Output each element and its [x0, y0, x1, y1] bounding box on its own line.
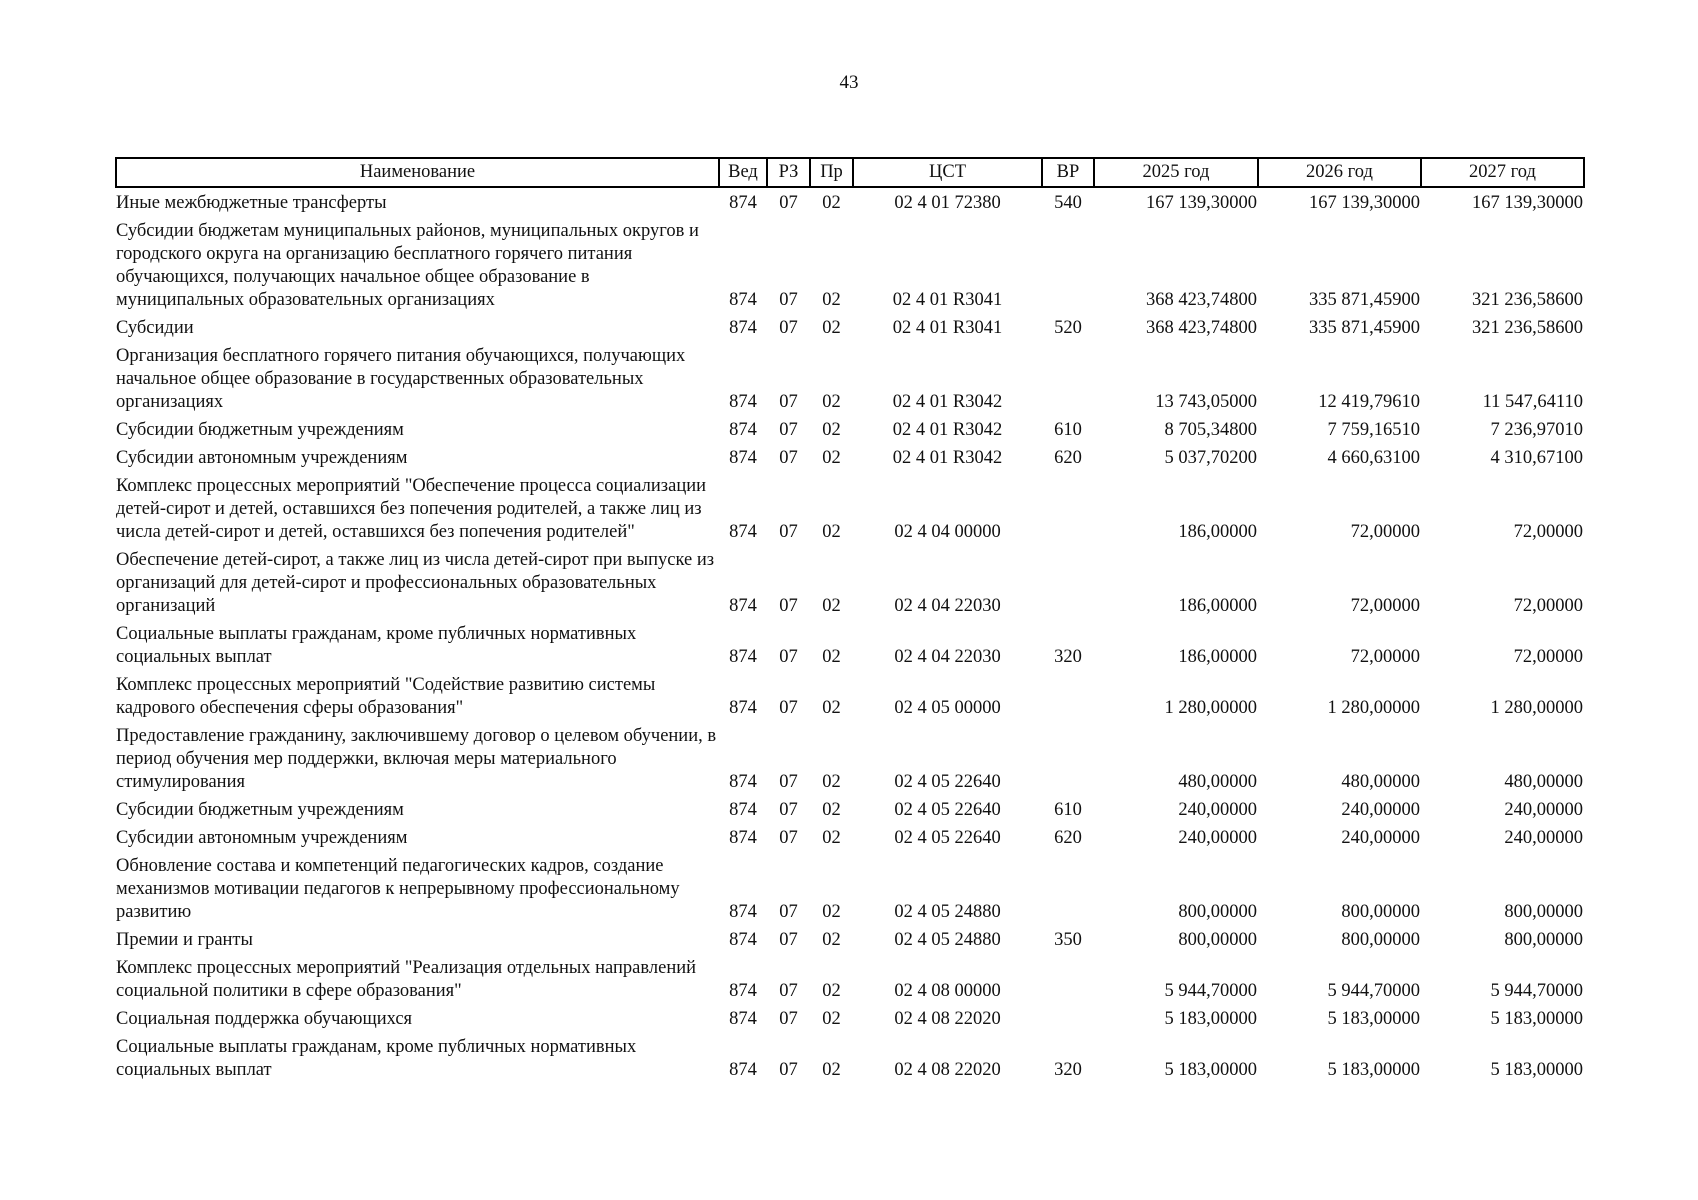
- cell-pr: 02: [822, 902, 841, 922]
- cell-ved: 874: [729, 193, 757, 213]
- cell-2026: 7 759,16510: [1327, 420, 1420, 440]
- cell-name: Комплекс процессных мероприятий "Реализация отдельных направлений социальной политики в сфере образования": [116, 958, 697, 1001]
- cell-2026: 72,00000: [1350, 596, 1420, 616]
- cell-rz: 07: [779, 193, 798, 213]
- cell-ved: 874: [729, 392, 757, 412]
- table-row: [116, 345, 1584, 419]
- cell-rz: 07: [779, 698, 798, 718]
- cell-pr: 02: [822, 596, 841, 616]
- cell-cst: 02 4 01 R3042: [892, 392, 1003, 412]
- cell-ved: 874: [729, 647, 757, 667]
- cell-name: Обновление состава и компетенций педагогических кадров, создание механизмов мотивации педагогов к непрерывному профессиональному развитию: [116, 856, 680, 922]
- cell-2027: 800,00000: [1504, 902, 1583, 922]
- cell-vr: 610: [1054, 800, 1082, 820]
- cell-rz: 07: [779, 828, 798, 848]
- cell-vr: [1042, 549, 1094, 623]
- table-row: [116, 187, 1584, 220]
- cell-2026: 240,00000: [1341, 828, 1420, 848]
- cell-2026: 335 871,45900: [1309, 290, 1420, 310]
- cell-2027: 1 280,00000: [1490, 698, 1583, 718]
- cell-2027: 4 310,67100: [1490, 448, 1583, 468]
- cell-cst: 02 4 08 22020: [894, 1060, 1001, 1080]
- cell-2025: 5 183,00000: [1164, 1009, 1257, 1029]
- cell-rz: 07: [779, 420, 798, 440]
- cell-2025: 5 037,70200: [1164, 448, 1257, 468]
- cell-pr: 02: [822, 1009, 841, 1029]
- cell-ved: 874: [729, 522, 757, 542]
- header-cst: ЦСТ: [853, 158, 1042, 187]
- cell-2027: 5 183,00000: [1490, 1060, 1583, 1080]
- table-row: [116, 855, 1584, 929]
- cell-2026: 480,00000: [1341, 772, 1420, 792]
- cell-2025: 5 183,00000: [1164, 1060, 1257, 1080]
- cell-cst: 02 4 05 24880: [894, 930, 1001, 950]
- cell-ved: 874: [729, 1009, 757, 1029]
- table-row: [116, 623, 1584, 674]
- cell-name: Субсидии автономным учреждениям: [116, 828, 408, 848]
- cell-pr: 02: [822, 193, 841, 213]
- cell-name: Комплекс процессных мероприятий "Содействие развитию системы кадрового обеспечения сферы образования": [116, 675, 656, 718]
- cell-2025: 167 139,30000: [1146, 193, 1257, 213]
- cell-name: Субсидии бюджетным учреждениям: [116, 800, 404, 820]
- cell-name: Комплекс процессных мероприятий "Обеспечение процесса социализации детей-сирот и детей, оставшихся без попечения родителей, а также лиц из числа детей-сирот и детей, оставшихся без попечения родителей": [116, 476, 707, 542]
- cell-pr: 02: [822, 930, 841, 950]
- table-row: [116, 220, 1584, 317]
- cell-2026: 800,00000: [1341, 930, 1420, 950]
- cell-2025: 5 944,70000: [1164, 981, 1257, 1001]
- cell-2025: 13 743,05000: [1155, 392, 1257, 412]
- cell-2027: 321 236,58600: [1472, 290, 1583, 310]
- table-header-row: [116, 158, 1584, 187]
- cell-2026: 5 944,70000: [1327, 981, 1420, 1001]
- header-2026: 2026 год: [1258, 158, 1421, 187]
- cell-name: Социальные выплаты гражданам, кроме публичных нормативных социальных выплат: [116, 1037, 637, 1080]
- cell-2026: 12 419,79610: [1318, 392, 1420, 412]
- header-ved: Вед: [719, 158, 767, 187]
- cell-ved: 874: [729, 930, 757, 950]
- cell-name: Иные межбюджетные трансферты: [116, 193, 387, 213]
- cell-pr: 02: [822, 981, 841, 1001]
- cell-pr: 02: [822, 420, 841, 440]
- table-row: [116, 317, 1584, 345]
- cell-2025: 186,00000: [1178, 647, 1257, 667]
- cell-vr: [1042, 220, 1094, 317]
- header-pr: Пр: [810, 158, 853, 187]
- table-row: [116, 957, 1584, 1008]
- cell-2027: 800,00000: [1504, 930, 1583, 950]
- cell-ved: 874: [729, 828, 757, 848]
- cell-rz: 07: [779, 392, 798, 412]
- cell-ved: 874: [729, 596, 757, 616]
- header-rz: РЗ: [767, 158, 810, 187]
- table-row: [116, 549, 1584, 623]
- cell-rz: 07: [779, 800, 798, 820]
- cell-2026: 4 660,63100: [1327, 448, 1420, 468]
- cell-vr: 620: [1054, 448, 1082, 468]
- cell-vr: 320: [1054, 1060, 1082, 1080]
- cell-pr: 02: [822, 647, 841, 667]
- table-row: [116, 799, 1584, 827]
- cell-ved: 874: [729, 290, 757, 310]
- cell-2027: 72,00000: [1513, 522, 1583, 542]
- cell-2026: 167 139,30000: [1309, 193, 1420, 213]
- cell-rz: 07: [779, 1060, 798, 1080]
- cell-2027: 480,00000: [1504, 772, 1583, 792]
- cell-rz: 07: [779, 290, 798, 310]
- cell-cst: 02 4 01 R3042: [892, 448, 1003, 468]
- cell-2027: 321 236,58600: [1472, 318, 1583, 338]
- cell-2026: 72,00000: [1350, 647, 1420, 667]
- cell-pr: 02: [822, 772, 841, 792]
- cell-ved: 874: [729, 800, 757, 820]
- cell-2025: 186,00000: [1178, 522, 1257, 542]
- cell-ved: 874: [729, 318, 757, 338]
- cell-vr: [1042, 957, 1094, 1008]
- table-row: [116, 929, 1584, 957]
- cell-ved: 874: [729, 981, 757, 1001]
- page-number: 43: [839, 72, 859, 93]
- cell-vr: 610: [1054, 420, 1082, 440]
- cell-vr: [1042, 475, 1094, 549]
- cell-vr: 540: [1054, 193, 1082, 213]
- header-vr: ВР: [1042, 158, 1094, 187]
- table-row: [116, 1036, 1584, 1087]
- cell-name: Субсидии автономным учреждениям: [116, 448, 408, 468]
- cell-2026: 5 183,00000: [1327, 1009, 1420, 1029]
- cell-cst: 02 4 01 R3042: [892, 420, 1003, 440]
- header-2025: 2025 год: [1094, 158, 1258, 187]
- cell-2026: 1 280,00000: [1327, 698, 1420, 718]
- cell-pr: 02: [822, 318, 841, 338]
- table-body: [116, 187, 1584, 1087]
- cell-2027: 240,00000: [1504, 800, 1583, 820]
- cell-2026: 800,00000: [1341, 902, 1420, 922]
- cell-cst: 02 4 05 00000: [894, 698, 1001, 718]
- table-row: [116, 475, 1584, 549]
- cell-pr: 02: [822, 828, 841, 848]
- cell-pr: 02: [822, 522, 841, 542]
- table-row: [116, 447, 1584, 475]
- cell-cst: 02 4 01 R3041: [892, 290, 1003, 310]
- cell-vr: [1042, 345, 1094, 419]
- cell-pr: 02: [822, 290, 841, 310]
- cell-name: Субсидии: [116, 318, 194, 338]
- cell-vr: 320: [1054, 647, 1082, 667]
- cell-2025: 186,00000: [1178, 596, 1257, 616]
- cell-vr: [1042, 674, 1094, 725]
- header-name: Наименование: [116, 158, 719, 187]
- cell-2025: 800,00000: [1178, 902, 1257, 922]
- cell-ved: 874: [729, 698, 757, 718]
- cell-2025: 480,00000: [1178, 772, 1257, 792]
- cell-name: Субсидии бюджетам муниципальных районов, муниципальных округов и городского округа на организацию бесплатного горячего питания обучающихся, получающих начальное общее образование в муниципальных образовательных организациях: [116, 221, 699, 310]
- cell-cst: 02 4 04 00000: [894, 522, 1001, 542]
- cell-name: Социальная поддержка обучающихся: [116, 1009, 413, 1029]
- table-row: [116, 419, 1584, 447]
- cell-vr: 350: [1054, 930, 1082, 950]
- cell-cst: 02 4 08 22020: [894, 1009, 1001, 1029]
- cell-vr: [1042, 725, 1094, 799]
- cell-cst: 02 4 01 72380: [894, 193, 1001, 213]
- cell-cst: 02 4 05 22640: [894, 800, 1001, 820]
- cell-pr: 02: [822, 448, 841, 468]
- cell-vr: [1042, 1008, 1094, 1036]
- table-row: [116, 1008, 1584, 1036]
- table-row: [116, 827, 1584, 855]
- cell-rz: 07: [779, 930, 798, 950]
- cell-name: Предоставление гражданину, заключившему договор о целевом обучении, в период обучения мер поддержки, включая меры материального стимулирования: [116, 726, 717, 792]
- table-row: [116, 674, 1584, 725]
- cell-rz: 07: [779, 647, 798, 667]
- cell-2025: 240,00000: [1178, 800, 1257, 820]
- cell-2027: 5 944,70000: [1490, 981, 1583, 1001]
- cell-2026: 72,00000: [1350, 522, 1420, 542]
- cell-2025: 8 705,34800: [1164, 420, 1257, 440]
- cell-2026: 335 871,45900: [1309, 318, 1420, 338]
- cell-ved: 874: [729, 902, 757, 922]
- cell-2025: 240,00000: [1178, 828, 1257, 848]
- cell-cst: 02 4 04 22030: [894, 596, 1001, 616]
- cell-ved: 874: [729, 772, 757, 792]
- cell-cst: 02 4 01 R3041: [892, 318, 1003, 338]
- cell-rz: 07: [779, 596, 798, 616]
- cell-name: Субсидии бюджетным учреждениям: [116, 420, 404, 440]
- cell-rz: 07: [779, 981, 798, 1001]
- cell-cst: 02 4 05 22640: [894, 772, 1001, 792]
- cell-rz: 07: [779, 902, 798, 922]
- cell-rz: 07: [779, 772, 798, 792]
- cell-vr: [1042, 855, 1094, 929]
- cell-rz: 07: [779, 448, 798, 468]
- cell-2027: 72,00000: [1513, 647, 1583, 667]
- cell-rz: 07: [779, 522, 798, 542]
- cell-2025: 368 423,74800: [1146, 318, 1257, 338]
- cell-2027: 240,00000: [1504, 828, 1583, 848]
- cell-name: Организация бесплатного горячего питания обучающихся, получающих начальное общее образование в государственных образовательных организациях: [116, 346, 686, 412]
- cell-2026: 240,00000: [1341, 800, 1420, 820]
- cell-ved: 874: [729, 1060, 757, 1080]
- cell-2027: 167 139,30000: [1472, 193, 1583, 213]
- cell-pr: 02: [822, 698, 841, 718]
- cell-name: Обеспечение детей-сирот, а также лиц из числа детей-сирот при выпуске из организаций для детей-сирот и профессиональных образовательных организаций: [116, 550, 715, 616]
- cell-2027: 7 236,97010: [1490, 420, 1583, 440]
- cell-vr: 620: [1054, 828, 1082, 848]
- cell-cst: 02 4 05 22640: [894, 828, 1001, 848]
- cell-2025: 1 280,00000: [1164, 698, 1257, 718]
- cell-pr: 02: [822, 392, 841, 412]
- table-row: [116, 725, 1584, 799]
- cell-2025: 800,00000: [1178, 930, 1257, 950]
- budget-table: [115, 157, 1585, 1087]
- cell-ved: 874: [729, 448, 757, 468]
- cell-2025: 368 423,74800: [1146, 290, 1257, 310]
- cell-pr: 02: [822, 800, 841, 820]
- cell-name: Социальные выплаты гражданам, кроме публичных нормативных социальных выплат: [116, 624, 637, 667]
- cell-rz: 07: [779, 318, 798, 338]
- cell-cst: 02 4 04 22030: [894, 647, 1001, 667]
- cell-vr: 520: [1054, 318, 1082, 338]
- cell-rz: 07: [779, 1009, 798, 1029]
- cell-cst: 02 4 05 24880: [894, 902, 1001, 922]
- cell-2026: 5 183,00000: [1327, 1060, 1420, 1080]
- cell-cst: 02 4 08 00000: [894, 981, 1001, 1001]
- cell-2027: 11 547,64110: [1482, 392, 1583, 412]
- cell-name: Премии и гранты: [116, 930, 253, 950]
- cell-pr: 02: [822, 1060, 841, 1080]
- header-2027: 2027 год: [1421, 158, 1584, 187]
- cell-2027: 5 183,00000: [1490, 1009, 1583, 1029]
- cell-2027: 72,00000: [1513, 596, 1583, 616]
- cell-ved: 874: [729, 420, 757, 440]
